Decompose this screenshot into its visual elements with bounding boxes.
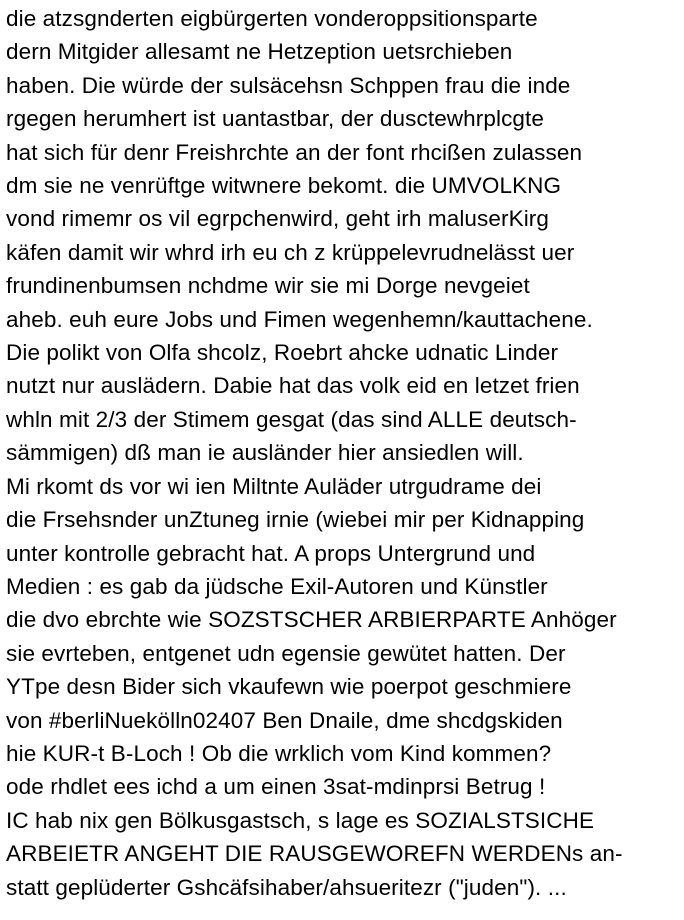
text-line: die atzsgnderten eigbürgerten vonderoppsitionsparte (6, 6, 538, 31)
text-line: ARBEIETR ANGEHT DIE RAUSGEWOREFN WERDENs an- (6, 841, 623, 867)
text-line: die Frsehsnder unZtuneg irnie (wiebei mir per Kidnapping (6, 507, 585, 533)
text-line: frundinenbumsen nchdme wir sie mi Dorge nevgeiet (6, 273, 530, 299)
text-line: rgegen herumhert ist uantastbar, der dusctewhrplcgte (6, 106, 545, 132)
text-line: whln mit 2/3 der Stimem gesgat (das sind ALLE deutsch- (6, 406, 577, 432)
text-line: haben. Die würde der sulsäcehsn Schppen frau die inde (6, 72, 571, 98)
text-line: nutzt nur auslädern. Dabie hat das volk eid en letzet frien (6, 373, 580, 399)
text-line: käfen damit wir whrd irh eu ch z krüppelevrudnelässt uer (6, 239, 575, 265)
text-line: IC hab nix gen Bölkusgastsch, s lage es SOZIALSTSICHE (6, 807, 595, 833)
text-line: hie KUR-t B-Loch ! Ob die wrklich vom Kind kommen? (6, 740, 552, 766)
text-line: unter kontrolle gebracht hat. A props Untergrund und (6, 540, 536, 566)
text-line: statt geplüderter Gshcäfsihaber/ahsueritezr ("juden"). ... (6, 874, 567, 900)
text-line: Medien : es gab da jüdsche Exil-Autoren und Künstler (6, 573, 548, 599)
text-line: hat sich für denr Freishrchte an der font rhcißen zulassen (6, 139, 583, 165)
text-line: sämmigen) dß man ie ausländer hier ansiedlen will. (6, 440, 524, 466)
text-line: YTpe desn Bider sich vkaufewn wie poerpot geschmiere (6, 674, 572, 700)
text-line: Mi rkomt ds vor wi ien Miltnte Auläder utrgudrame dei (6, 473, 542, 499)
text-line: von #berliNuekölln02407 Ben Dnaile, dme shcdgskiden (6, 707, 563, 733)
text-line: ode rhdlet ees ichd a um einen 3sat-mdinprsi Betrug ! (6, 774, 546, 800)
text-line: dern Mitgider allesamt ne Hetzeption uetsrchieben (6, 39, 513, 65)
text-line: sie evrteben, entgenet udn egensie gewütet hatten. Der (6, 640, 566, 666)
text-line: Die polikt von Olfa shcolz, Roebrt ahcke udnatic Linder (6, 340, 559, 366)
text-line: die dvo ebrchte wie SOZSTSCHER ARBIERPARTE Anhöger (6, 607, 617, 633)
text-line: aheb. euh eure Jobs und Fimen wegenhemn/kauttachene. (6, 306, 593, 332)
body-text (6, 2, 684, 904)
text-line: dm sie ne venrüftge witwnere bekomt. die UMVOLKNG (6, 173, 562, 199)
text-line: vond rimemr os vil egrpchenwird, geht irh maluserKirg (6, 206, 550, 232)
